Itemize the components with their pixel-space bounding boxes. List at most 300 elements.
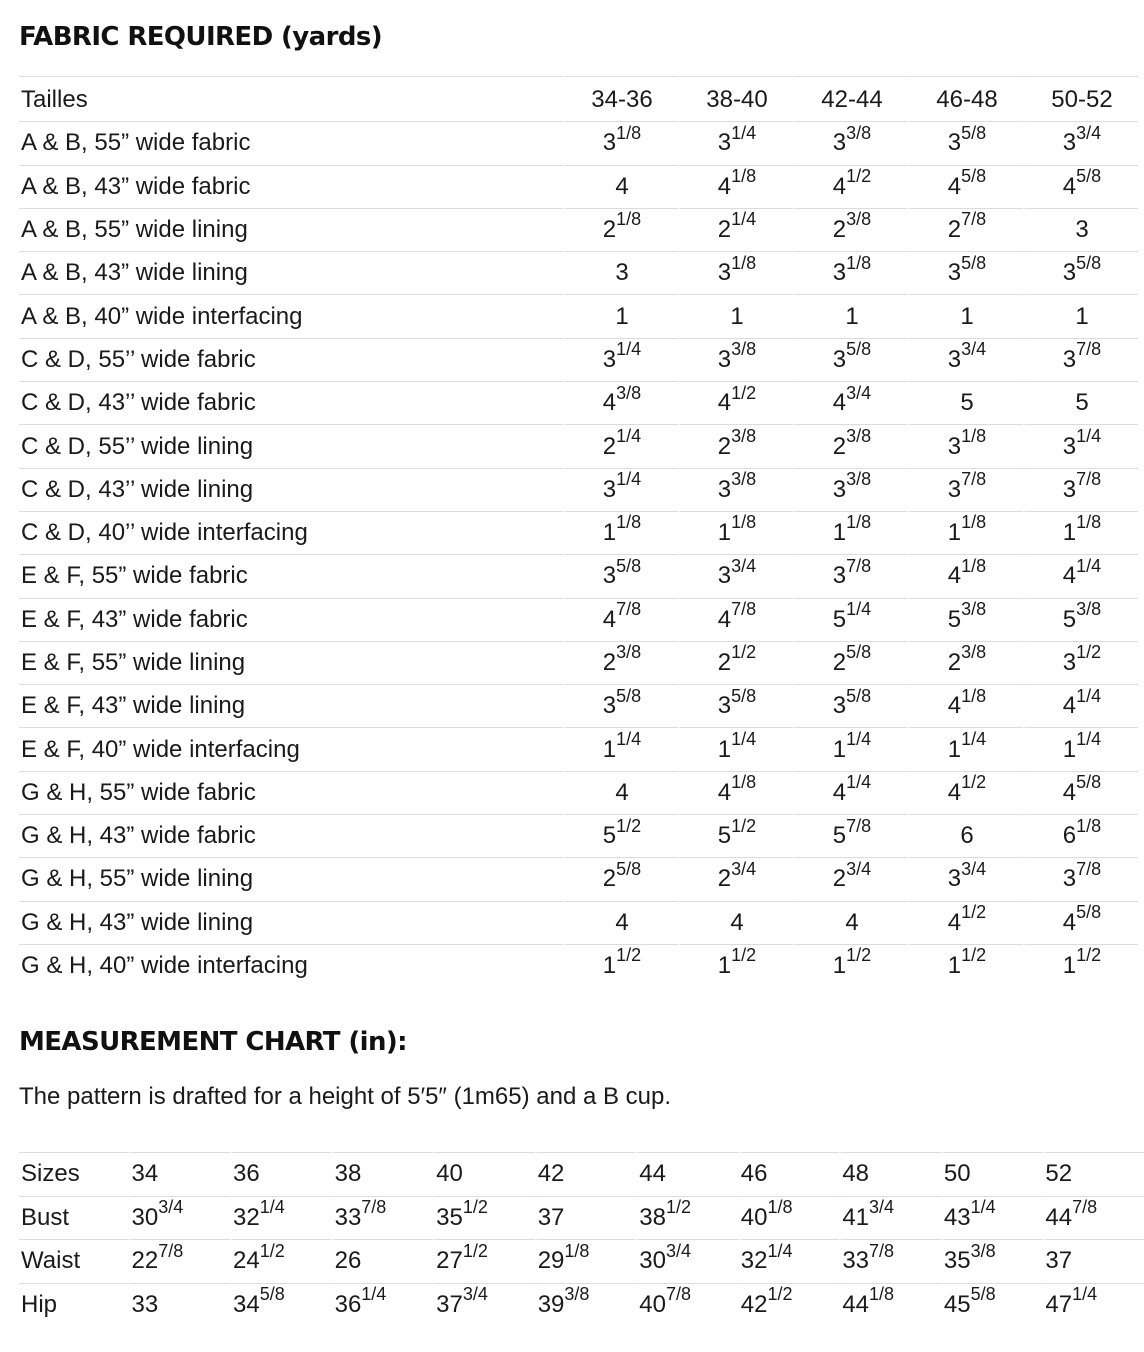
header-label: Tailles <box>19 76 563 121</box>
value-cell: $1^{1/4}$ <box>1023 727 1138 770</box>
value-cell: $2^{5/8}$ <box>563 857 678 900</box>
value-cell: $1^{1/4}$ <box>678 727 793 770</box>
row-label: Bust <box>19 1196 129 1240</box>
fraction: 1/8 <box>961 685 987 706</box>
fraction: 1/8 <box>846 512 872 533</box>
row-label: A & B, 55” wide fabric <box>19 121 563 164</box>
size-header: 34-36 <box>563 76 678 121</box>
fabric-row <box>19 857 1138 900</box>
fraction: 1/2 <box>731 945 757 966</box>
measurement-note: The pattern is drafted for a height of 5′5″ (1m65) and a B cup. <box>19 1083 672 1110</box>
size-header: 34 <box>129 1152 231 1196</box>
row-label: E & F, 55” wide lining <box>19 641 563 684</box>
fraction: 1/8 <box>731 252 757 273</box>
fabric-row <box>19 771 1138 814</box>
row-label: A & B, 40” wide interfacing <box>19 294 563 337</box>
fabric-row <box>19 121 1138 164</box>
value-cell: $4^{1/4}$ <box>1023 554 1138 597</box>
fraction: 1/8 <box>961 555 987 576</box>
value-cell: $3^{5/8}$ <box>908 251 1023 294</box>
value-cell: $3^{5/8}$ <box>563 684 678 727</box>
value-cell: $4^{5/8}$ <box>1023 901 1138 944</box>
value-cell: $3^{5/8}$ <box>793 684 908 727</box>
fraction: 3/4 <box>731 555 757 576</box>
value-cell: $4^{1/4}$ <box>1023 684 1138 727</box>
fraction: 5/8 <box>961 252 987 273</box>
measurement-row <box>19 1283 1144 1327</box>
measurement-row <box>19 1239 1144 1283</box>
fraction: 7/8 <box>869 1240 895 1261</box>
fabric-required-table <box>19 76 1138 987</box>
size-header: 42 <box>535 1152 637 1196</box>
fraction: 1/2 <box>665 1197 691 1218</box>
row-label: G & H, 55” wide fabric <box>19 771 563 814</box>
value-cell: $3^{7/8}$ <box>793 554 908 597</box>
row-label: C & D, 43’’ wide fabric <box>19 381 563 424</box>
fraction: 1/4 <box>616 728 642 749</box>
size-header: 48 <box>839 1152 941 1196</box>
fraction: 5/8 <box>616 858 642 879</box>
row-label: E & F, 43” wide fabric <box>19 598 563 641</box>
value-cell: $2^{5/8}$ <box>793 641 908 684</box>
fraction: 1/8 <box>731 772 757 793</box>
value-cell: $5^{1/4}$ <box>793 598 908 641</box>
fraction: 1/2 <box>846 945 872 966</box>
value-cell: $3^{1/8}$ <box>793 251 908 294</box>
value-cell: $4^{1/4}$ <box>793 771 908 814</box>
value-cell: $35^{1/2}$ <box>433 1196 535 1240</box>
fraction: 3/4 <box>665 1240 691 1261</box>
value-cell: $32^{1/4}$ <box>230 1196 332 1240</box>
fraction: 1/4 <box>259 1197 285 1218</box>
value-cell: $5^{7/8}$ <box>793 814 908 857</box>
header-row <box>19 1152 1144 1196</box>
fabric-row <box>19 294 1138 337</box>
value-cell: $2^{1/4}$ <box>563 424 678 467</box>
fraction: 1/8 <box>846 252 872 273</box>
fraction: 3/4 <box>731 858 757 879</box>
value-cell: $33^{7/8}$ <box>839 1239 941 1283</box>
value-cell: $3^{3/4}$ <box>908 338 1023 381</box>
fraction: 3/8 <box>731 339 757 360</box>
fraction: 3/4 <box>846 858 872 879</box>
value-cell: $40^{7/8}$ <box>636 1283 738 1327</box>
value-cell: $3^{7/8}$ <box>1023 338 1138 381</box>
fraction: 1/4 <box>1076 728 1102 749</box>
fraction: 7/8 <box>158 1240 184 1261</box>
value-cell: $2^{3/4}$ <box>678 857 793 900</box>
value-cell: $4^{3/8}$ <box>563 381 678 424</box>
value-cell: $5^{1/2}$ <box>678 814 793 857</box>
fraction: 1/8 <box>1076 815 1102 836</box>
value-cell: $3^{5/8}$ <box>908 121 1023 164</box>
row-label: G & H, 40” wide interfacing <box>19 944 563 987</box>
fabric-row <box>19 814 1138 857</box>
size-header: 52 <box>1042 1152 1144 1196</box>
value-cell: 5 <box>908 381 1023 424</box>
value-cell: $3^{7/8}$ <box>908 468 1023 511</box>
value-cell: $3^{3/4}$ <box>678 554 793 597</box>
fraction: 5/8 <box>259 1284 285 1305</box>
fabric-required-title: FABRIC REQUIRED (yards) <box>19 22 382 52</box>
fraction: 5/8 <box>1076 252 1102 273</box>
row-label: A & B, 55” wide lining <box>19 208 563 251</box>
row-label: G & H, 55” wide lining <box>19 857 563 900</box>
value-cell: $2^{3/8}$ <box>563 641 678 684</box>
fraction: 1/8 <box>616 209 642 230</box>
fraction: 1/4 <box>361 1284 387 1305</box>
fraction: 1/8 <box>731 512 757 533</box>
fraction: 5/8 <box>1076 166 1102 187</box>
value-cell: $3^{3/4}$ <box>1023 121 1138 164</box>
fraction: 1/8 <box>961 425 987 446</box>
fabric-row <box>19 338 1138 381</box>
value-cell: $2^{1/4}$ <box>678 208 793 251</box>
value-cell: $2^{3/8}$ <box>678 424 793 467</box>
fabric-row <box>19 901 1138 944</box>
value-cell: $3^{1/4}$ <box>563 338 678 381</box>
fabric-row <box>19 727 1138 770</box>
value-cell: $1^{1/8}$ <box>563 511 678 554</box>
fraction: 1/4 <box>961 728 987 749</box>
value-cell: $4^{1/8}$ <box>908 554 1023 597</box>
value-cell: 5 <box>1023 381 1138 424</box>
value-cell: $5^{1/2}$ <box>563 814 678 857</box>
value-cell: $1^{1/2}$ <box>678 944 793 987</box>
value-cell: $45^{5/8}$ <box>941 1283 1043 1327</box>
measurement-row <box>19 1196 1144 1240</box>
value-cell: $3^{7/8}$ <box>1023 468 1138 511</box>
fraction: 3/8 <box>846 425 872 446</box>
fraction: 1/2 <box>462 1240 488 1261</box>
size-header: 46 <box>738 1152 840 1196</box>
value-cell: 1 <box>793 294 908 337</box>
value-cell: 6 <box>908 814 1023 857</box>
value-cell: $1^{1/4}$ <box>908 727 1023 770</box>
fraction: 1/2 <box>961 772 987 793</box>
fraction: 1/8 <box>767 1197 793 1218</box>
value-cell: $1^{1/2}$ <box>1023 944 1138 987</box>
value-cell: $4^{5/8}$ <box>1023 165 1138 208</box>
value-cell: $4^{7/8}$ <box>678 598 793 641</box>
fraction: 1/4 <box>970 1197 996 1218</box>
value-cell: $4^{1/8}$ <box>908 684 1023 727</box>
row-label: E & F, 55” wide fabric <box>19 554 563 597</box>
value-cell: $35^{3/8}$ <box>941 1239 1043 1283</box>
fraction: 3/8 <box>961 599 987 620</box>
value-cell: $42^{1/2}$ <box>738 1283 840 1327</box>
value-cell: $2^{3/8}$ <box>908 641 1023 684</box>
fraction: 3/8 <box>564 1284 590 1305</box>
fabric-row <box>19 468 1138 511</box>
value-cell: $27^{1/2}$ <box>433 1239 535 1283</box>
value-cell: $2^{7/8}$ <box>908 208 1023 251</box>
value-cell: 1 <box>563 294 678 337</box>
value-cell: 4 <box>563 165 678 208</box>
fraction: 1/4 <box>1076 685 1102 706</box>
fraction: 3/4 <box>462 1284 488 1305</box>
fabric-row <box>19 641 1138 684</box>
row-label: G & H, 43” wide lining <box>19 901 563 944</box>
value-cell: 1 <box>908 294 1023 337</box>
value-cell: $4^{1/8}$ <box>678 771 793 814</box>
fabric-row <box>19 598 1138 641</box>
value-cell: $29^{1/8}$ <box>535 1239 637 1283</box>
fraction: 1/2 <box>731 382 757 403</box>
value-cell: $4^{1/2}$ <box>908 901 1023 944</box>
value-cell: $2^{1/8}$ <box>563 208 678 251</box>
value-cell: $2^{3/8}$ <box>793 424 908 467</box>
value-cell: $1^{1/8}$ <box>793 511 908 554</box>
fabric-row <box>19 554 1138 597</box>
value-cell: $3^{5/8}$ <box>1023 251 1138 294</box>
fraction: 3/4 <box>961 858 987 879</box>
value-cell: $2^{1/2}$ <box>678 641 793 684</box>
fraction: 1/4 <box>767 1240 793 1261</box>
fraction: 3/8 <box>731 469 757 490</box>
fraction: 3/8 <box>846 469 872 490</box>
value-cell: $4^{1/8}$ <box>678 165 793 208</box>
value-cell: $32^{1/4}$ <box>738 1239 840 1283</box>
fraction: 1/2 <box>961 945 987 966</box>
fraction: 3/4 <box>961 339 987 360</box>
fraction: 7/8 <box>1076 339 1102 360</box>
size-header: 36 <box>230 1152 332 1196</box>
value-cell: $3^{3/8}$ <box>678 338 793 381</box>
fraction: 1/2 <box>846 166 872 187</box>
value-cell: $22^{7/8}$ <box>129 1239 231 1283</box>
value-cell: 4 <box>678 901 793 944</box>
size-header: 40 <box>433 1152 535 1196</box>
fraction: 1/4 <box>846 728 872 749</box>
value-cell: 4 <box>563 901 678 944</box>
fabric-row <box>19 684 1138 727</box>
fabric-row <box>19 208 1138 251</box>
value-cell: $3^{1/2}$ <box>1023 641 1138 684</box>
value-cell: $43^{1/4}$ <box>941 1196 1043 1240</box>
size-header: 38 <box>332 1152 434 1196</box>
value-cell: 37 <box>1042 1239 1144 1283</box>
fraction: 1/4 <box>1072 1284 1098 1305</box>
fraction: 1/8 <box>616 512 642 533</box>
fraction: 5/8 <box>731 685 757 706</box>
value-cell: $41^{3/4}$ <box>839 1196 941 1240</box>
value-cell: 1 <box>678 294 793 337</box>
value-cell: $1^{1/2}$ <box>793 944 908 987</box>
fraction: 1/8 <box>564 1240 590 1261</box>
fraction: 1/8 <box>616 122 642 143</box>
value-cell: $3^{3/8}$ <box>793 468 908 511</box>
value-cell: $4^{1/2}$ <box>678 381 793 424</box>
fabric-row <box>19 944 1138 987</box>
fraction: 5/8 <box>970 1284 996 1305</box>
fraction: 1/2 <box>1076 945 1102 966</box>
value-cell: $1^{1/2}$ <box>563 944 678 987</box>
row-label: Waist <box>19 1239 129 1283</box>
fraction: 5/8 <box>961 122 987 143</box>
fraction: 3/8 <box>616 382 642 403</box>
fraction: 3/8 <box>616 642 642 663</box>
value-cell: $1^{1/4}$ <box>793 727 908 770</box>
row-label: C & D, 55’’ wide fabric <box>19 338 563 381</box>
fraction: 3/8 <box>846 209 872 230</box>
fraction: 3/8 <box>970 1240 996 1261</box>
fraction: 5/8 <box>846 685 872 706</box>
fraction: 1/8 <box>869 1284 895 1305</box>
value-cell: $3^{1/4}$ <box>1023 424 1138 467</box>
fraction: 1/4 <box>1076 425 1102 446</box>
fraction: 7/8 <box>846 815 872 836</box>
size-header: 46-48 <box>908 76 1023 121</box>
size-header: 50 <box>941 1152 1043 1196</box>
value-cell: $40^{1/8}$ <box>738 1196 840 1240</box>
value-cell: $47^{1/4}$ <box>1042 1283 1144 1327</box>
fraction: 3/8 <box>961 642 987 663</box>
fraction: 1/8 <box>731 166 757 187</box>
fraction: 7/8 <box>616 599 642 620</box>
measurement-chart-table <box>19 1152 1144 1326</box>
value-cell: $37^{3/4}$ <box>433 1283 535 1327</box>
fraction: 1/2 <box>731 815 757 836</box>
fraction: 7/8 <box>1076 469 1102 490</box>
value-cell: $6^{1/8}$ <box>1023 814 1138 857</box>
row-label: E & F, 40” wide interfacing <box>19 727 563 770</box>
fraction: 1/8 <box>1076 512 1102 533</box>
fraction: 7/8 <box>731 599 757 620</box>
value-cell: $44^{7/8}$ <box>1042 1196 1144 1240</box>
fraction: 7/8 <box>1076 858 1102 879</box>
row-label: E & F, 43” wide lining <box>19 684 563 727</box>
fraction: 1/2 <box>259 1240 285 1261</box>
fraction: 5/8 <box>1076 902 1102 923</box>
value-cell: $5^{3/8}$ <box>1023 598 1138 641</box>
header-label: Sizes <box>19 1152 129 1196</box>
value-cell: $1^{1/8}$ <box>908 511 1023 554</box>
value-cell: $36^{1/4}$ <box>332 1283 434 1327</box>
fraction: 1/2 <box>616 815 642 836</box>
value-cell: $3^{1/8}$ <box>908 424 1023 467</box>
fraction: 7/8 <box>1072 1197 1098 1218</box>
value-cell: $4^{3/4}$ <box>793 381 908 424</box>
size-header: 50-52 <box>1023 76 1138 121</box>
value-cell: $2^{3/8}$ <box>793 208 908 251</box>
fraction: 1/8 <box>961 512 987 533</box>
size-header: 44 <box>636 1152 738 1196</box>
fraction: 1/4 <box>616 425 642 446</box>
value-cell: $4^{1/2}$ <box>793 165 908 208</box>
fraction: 1/4 <box>731 122 757 143</box>
fraction: 3/4 <box>869 1197 895 1218</box>
fraction: 7/8 <box>846 555 872 576</box>
fraction: 1/4 <box>846 599 872 620</box>
value-cell: $30^{3/4}$ <box>129 1196 231 1240</box>
fraction: 5/8 <box>616 555 642 576</box>
fabric-row <box>19 511 1138 554</box>
fraction: 3/4 <box>1076 122 1102 143</box>
row-label: G & H, 43” wide fabric <box>19 814 563 857</box>
value-cell: $33^{7/8}$ <box>332 1196 434 1240</box>
fabric-row <box>19 424 1138 467</box>
value-cell: $30^{3/4}$ <box>636 1239 738 1283</box>
value-cell: $4^{1/2}$ <box>908 771 1023 814</box>
row-label: Hip <box>19 1283 129 1327</box>
fabric-row <box>19 251 1138 294</box>
value-cell: $3^{1/8}$ <box>563 121 678 164</box>
fraction: 3/8 <box>731 425 757 446</box>
value-cell: $4^{7/8}$ <box>563 598 678 641</box>
fraction: 7/8 <box>665 1284 691 1305</box>
value-cell: 3 <box>1023 208 1138 251</box>
fraction: 3/8 <box>846 122 872 143</box>
header-row <box>19 76 1138 121</box>
fraction: 1/4 <box>616 469 642 490</box>
fraction: 1/4 <box>616 339 642 360</box>
value-cell: 33 <box>129 1283 231 1327</box>
value-cell: $38^{1/2}$ <box>636 1196 738 1240</box>
fabric-row <box>19 381 1138 424</box>
fraction: 7/8 <box>961 469 987 490</box>
row-label: A & B, 43” wide fabric <box>19 165 563 208</box>
value-cell: $1^{1/4}$ <box>563 727 678 770</box>
fraction: 3/4 <box>158 1197 184 1218</box>
value-cell: 37 <box>535 1196 637 1240</box>
value-cell: 26 <box>332 1239 434 1283</box>
value-cell: $1^{1/2}$ <box>908 944 1023 987</box>
row-label: C & D, 40’’ wide interfacing <box>19 511 563 554</box>
fabric-row <box>19 165 1138 208</box>
value-cell: $1^{1/8}$ <box>1023 511 1138 554</box>
fraction: 1/2 <box>731 642 757 663</box>
value-cell: $24^{1/2}$ <box>230 1239 332 1283</box>
value-cell: $5^{3/8}$ <box>908 598 1023 641</box>
size-header: 42-44 <box>793 76 908 121</box>
fraction: 1/2 <box>462 1197 488 1218</box>
value-cell: $1^{1/8}$ <box>678 511 793 554</box>
value-cell: $3^{1/8}$ <box>678 251 793 294</box>
fraction: 5/8 <box>961 166 987 187</box>
fraction: 1/4 <box>731 209 757 230</box>
fraction: 1/2 <box>961 902 987 923</box>
fraction: 5/8 <box>1076 772 1102 793</box>
value-cell: $3^{1/4}$ <box>563 468 678 511</box>
row-label: A & B, 43” wide lining <box>19 251 563 294</box>
value-cell: 4 <box>793 901 908 944</box>
value-cell: $3^{1/4}$ <box>678 121 793 164</box>
fraction: 1/4 <box>1076 555 1102 576</box>
value-cell: $3^{5/8}$ <box>793 338 908 381</box>
fraction: 7/8 <box>961 209 987 230</box>
measurement-chart-title: MEASUREMENT CHART (in): <box>19 1027 407 1057</box>
value-cell: $4^{5/8}$ <box>908 165 1023 208</box>
value-cell: $2^{3/4}$ <box>793 857 908 900</box>
row-label: C & D, 55’’ wide lining <box>19 424 563 467</box>
fraction: 3/8 <box>1076 599 1102 620</box>
fraction: 1/4 <box>846 772 872 793</box>
value-cell: 4 <box>563 771 678 814</box>
value-cell: $3^{3/8}$ <box>678 468 793 511</box>
size-header: 38-40 <box>678 76 793 121</box>
row-label: C & D, 43’’ wide lining <box>19 468 563 511</box>
fraction: 5/8 <box>846 339 872 360</box>
fraction: 5/8 <box>846 642 872 663</box>
fraction: 1/2 <box>1076 642 1102 663</box>
value-cell: 3 <box>563 251 678 294</box>
fraction: 1/2 <box>616 945 642 966</box>
value-cell: $34^{5/8}$ <box>230 1283 332 1327</box>
value-cell: $4^{5/8}$ <box>1023 771 1138 814</box>
fraction: 7/8 <box>361 1197 387 1218</box>
value-cell: $3^{5/8}$ <box>678 684 793 727</box>
